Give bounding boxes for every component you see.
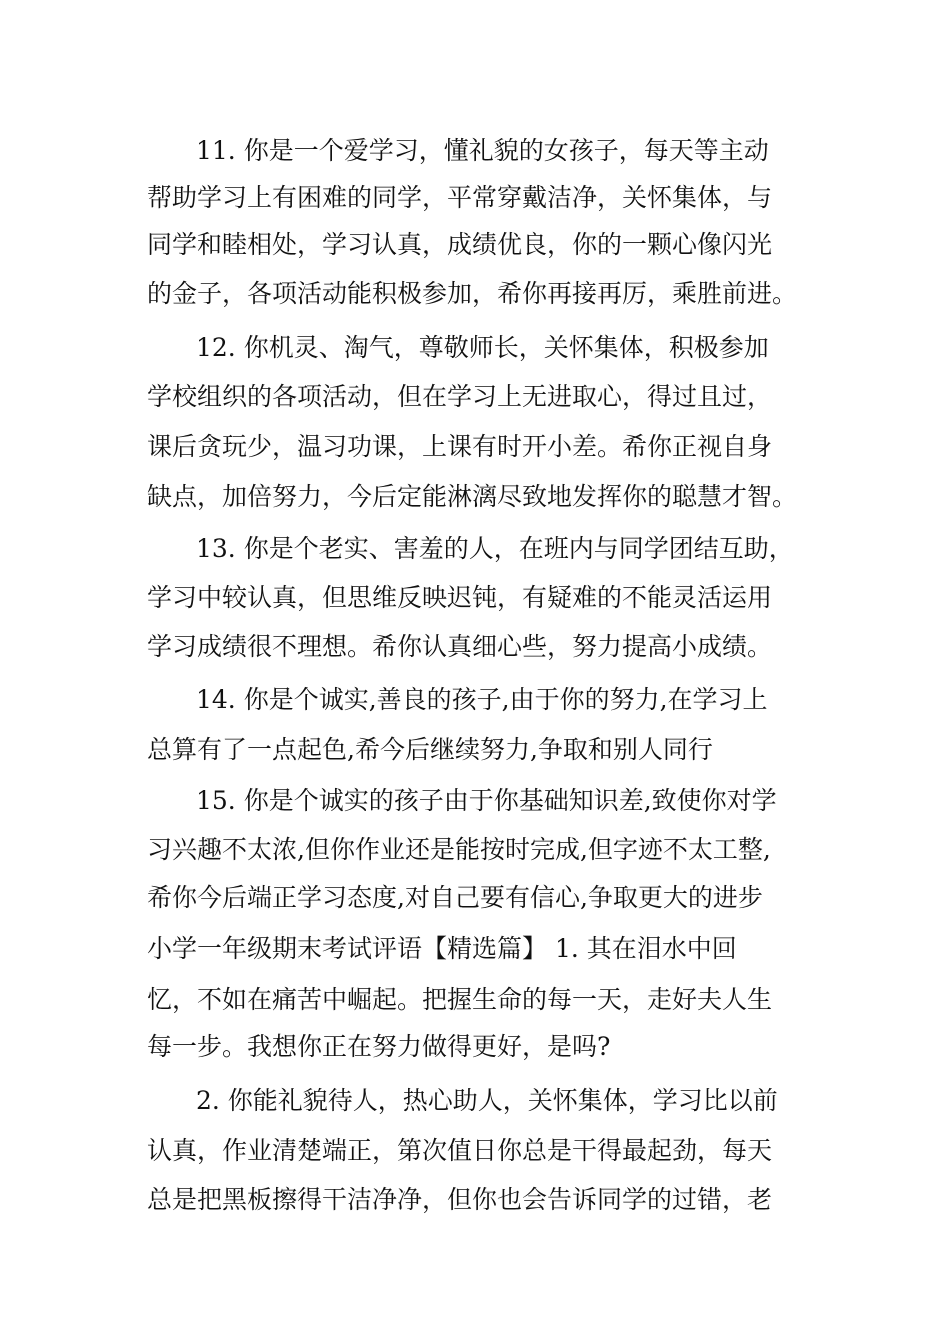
text-line: 习兴趣不太浓,但你作业还是能按时完成,但字迹不太工整,	[147, 835, 771, 864]
text-line: 认真，作业清楚端正，第次值日你总是干得最起劲，每天	[147, 1136, 773, 1165]
text-line: 14. 你是个诚实,善良的孩子,由于你的努力,在学习上	[196, 685, 768, 714]
text-line: 12. 你机灵、淘气，尊敬师长，关怀集体，积极参加	[196, 333, 769, 362]
text-line: 15. 你是个诚实的孩子由于你基础知识差,致使你对学	[196, 786, 777, 815]
text-line: 学校组织的各项活动，但在学习上无进取心，得过且过，	[147, 382, 773, 411]
text-line: 希你今后端正学习态度,对自己要有信心,争取更大的进步	[147, 883, 763, 912]
text-line: 的金子，各项活动能积极参加，希你再接再厉，乘胜前进。	[147, 279, 798, 308]
text-line: 帮助学习上有困难的同学，平常穿戴洁净，关怀集体，与	[147, 183, 773, 212]
text-line: 每一步。我想你正在努力做得更好，是吗?	[147, 1032, 611, 1061]
text-line: 11. 你是一个爱学习，懂礼貌的女孩子，每天等主动	[196, 136, 769, 165]
text-line: 小学一年级期末考试评语【精选篇】 1. 其在泪水中回	[147, 934, 737, 963]
text-line: 总是把黑板擦得干洁净净，但你也会告诉同学的过错，老	[147, 1185, 773, 1214]
text-line: 学习中较认真，但思维反映迟钝，有疑难的不能灵活运用	[147, 583, 773, 612]
text-line: 缺点，加倍努力，今后定能淋漓尽致地发挥你的聪慧才智。	[147, 482, 798, 511]
text-line: 13. 你是个老实、害羞的人，在班内与同学团结互助，	[196, 534, 794, 563]
text-line: 总算有了一点起色,希今后继续努力,争取和别人同行	[147, 735, 713, 764]
text-line: 2. 你能礼貌待人，热心助人，关怀集体，学习比以前	[196, 1086, 778, 1115]
text-line: 忆，不如在痛苦中崛起。把握生命的每一天，走好夫人生	[147, 985, 773, 1014]
text-line: 学习成绩很不理想。希你认真细心些，努力提高小成绩。	[147, 632, 773, 661]
text-line: 同学和睦相处，学习认真，成绩优良，你的一颗心像闪光	[147, 230, 773, 259]
text-line: 课后贪玩少，温习功课，上课有时开小差。希你正视自身	[147, 432, 773, 461]
